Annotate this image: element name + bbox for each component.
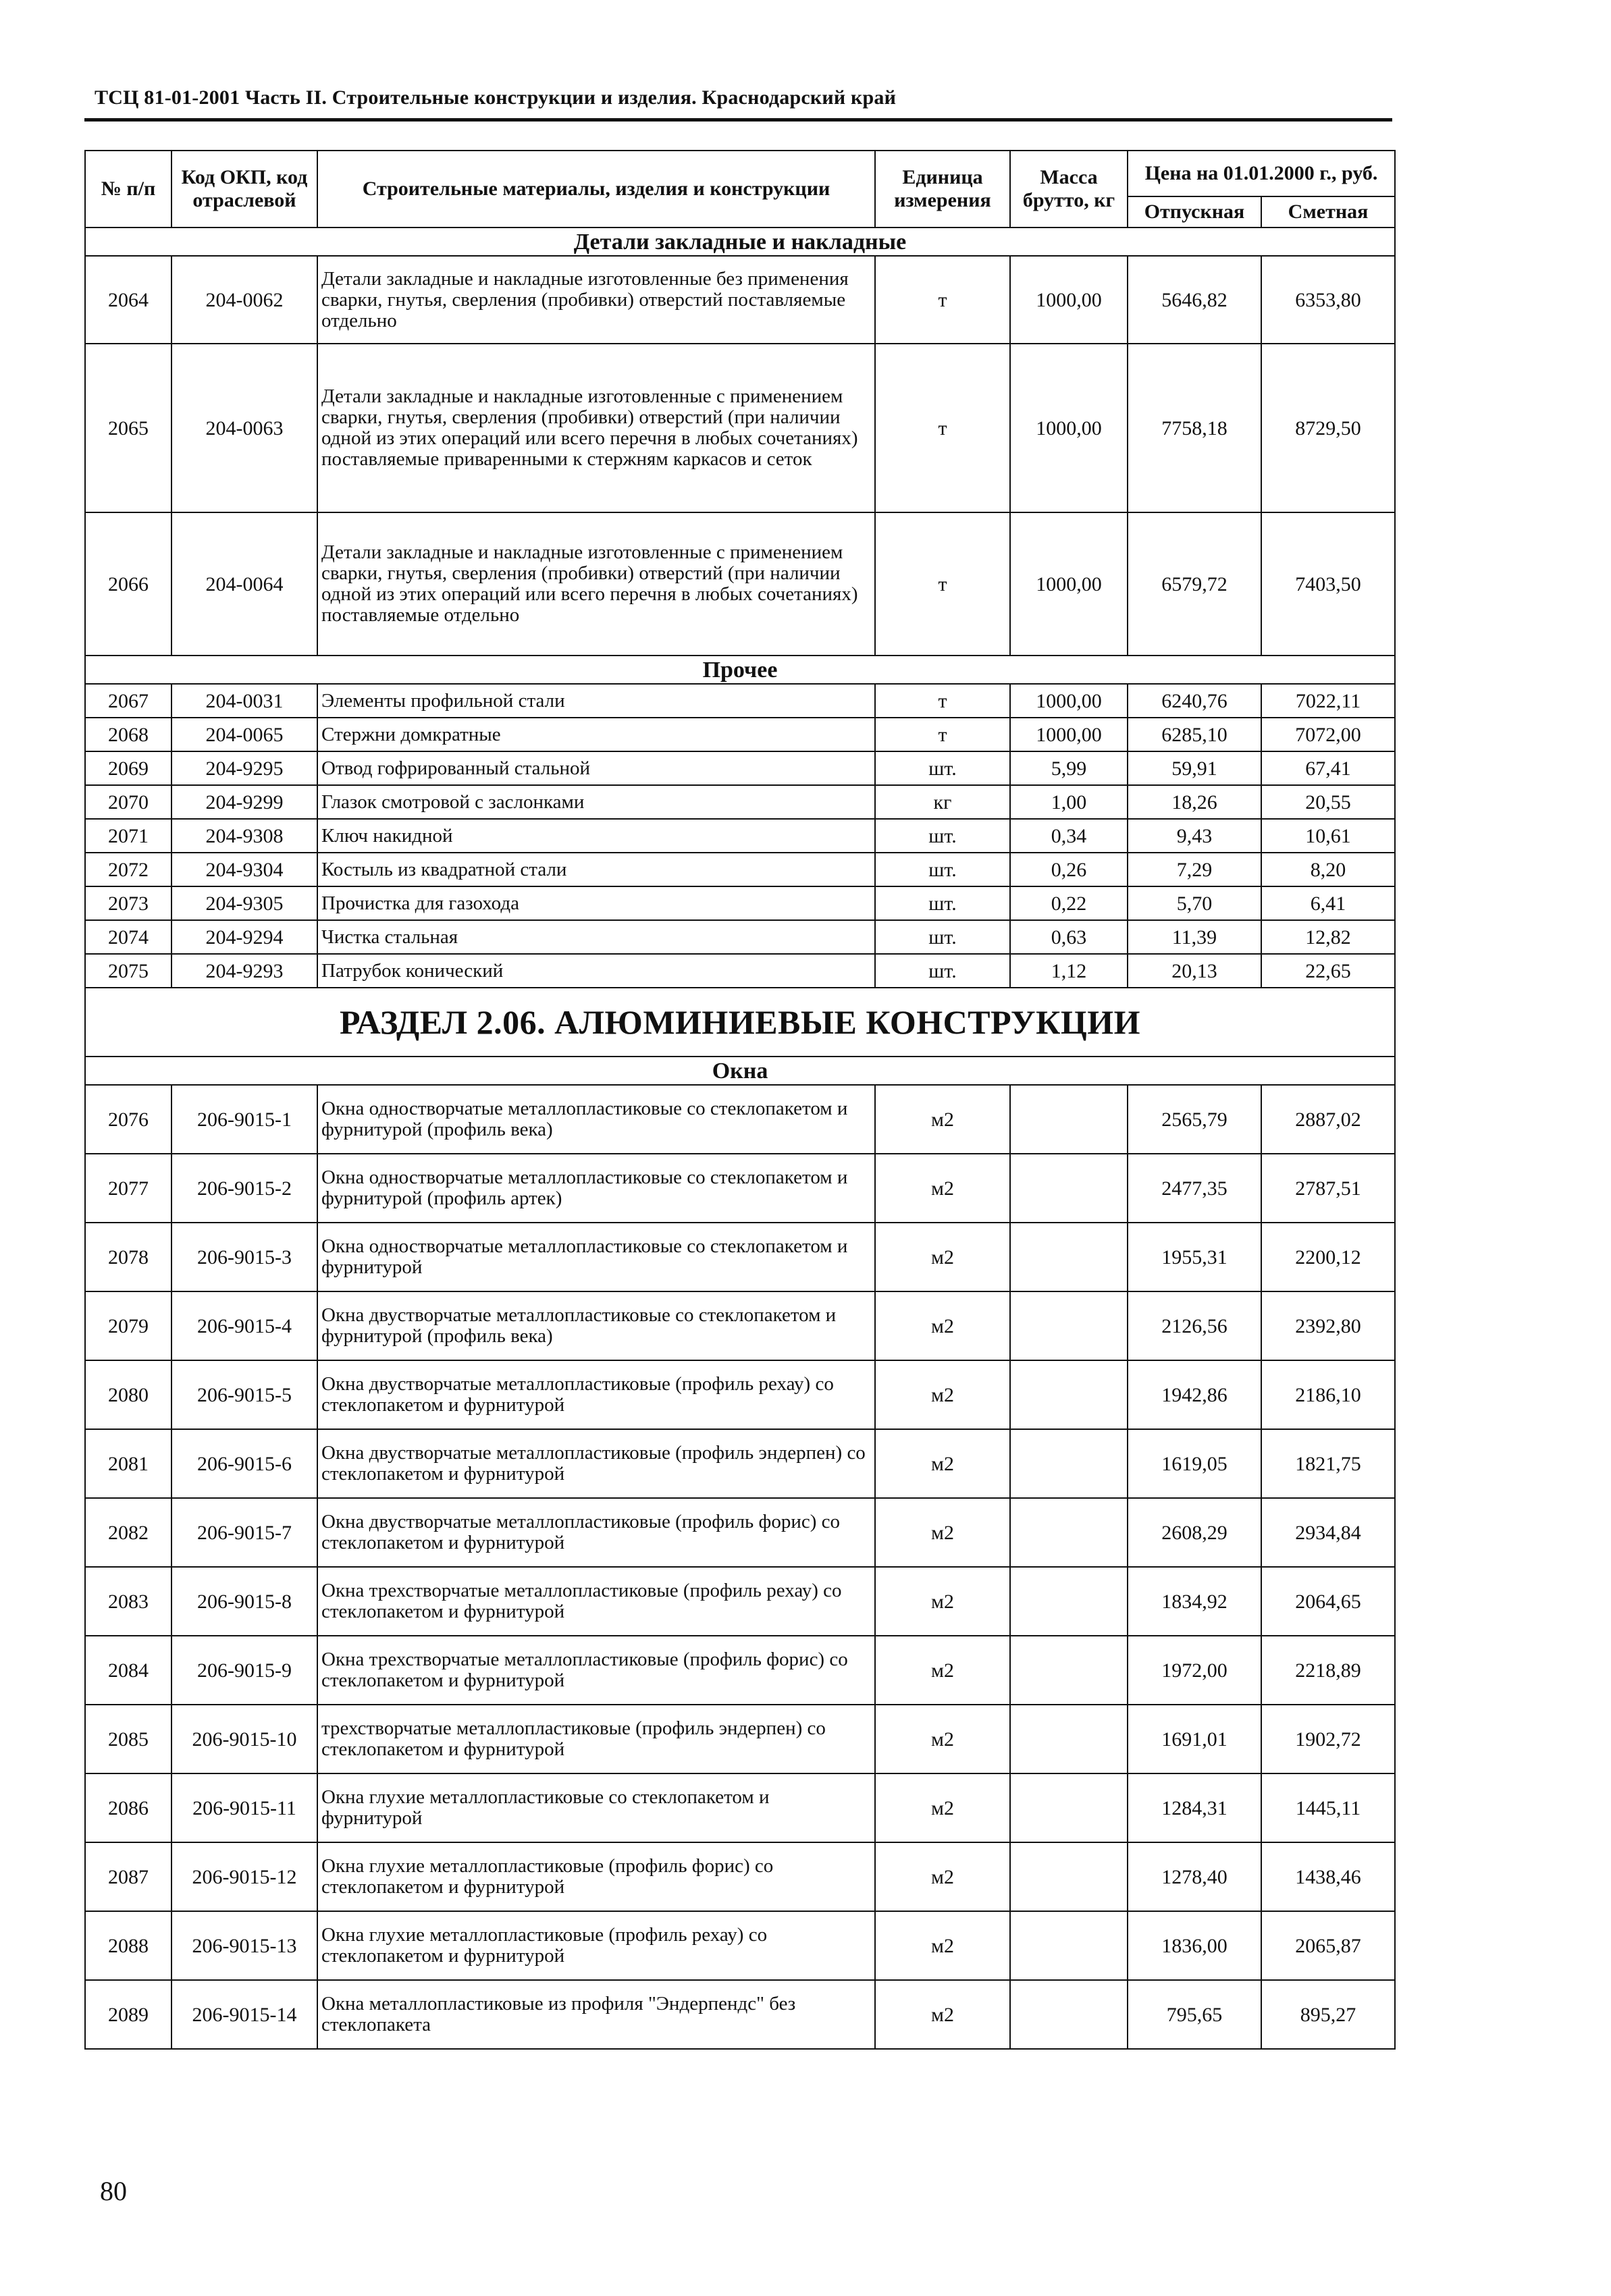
cell-name: Глазок смотровой с заслонками [317, 785, 875, 819]
table-row [85, 718, 1395, 751]
cell-unit: шт. [875, 751, 1010, 785]
cell-code: 204-0064 [171, 512, 317, 656]
cell-price-estimate: 2218,89 [1261, 1636, 1395, 1705]
section-heading [85, 228, 1395, 256]
cell-price-estimate: 67,41 [1261, 751, 1395, 785]
cell-price-estimate: 7403,50 [1261, 512, 1395, 656]
cell-num: 2077 [85, 1154, 171, 1223]
table-row [85, 1773, 1395, 1842]
cell-mass [1010, 1911, 1128, 1980]
cell-name: Окна двустворчатые металлопластиковые (профиль форис) со стеклопакетом и фурнитурой [317, 1498, 875, 1567]
cell-price-release: 2608,29 [1128, 1498, 1261, 1567]
page-number: 80 [100, 2176, 127, 2206]
header-name: Строительные материалы, изделия и конструкции [317, 151, 875, 228]
cell-price-estimate: 1902,72 [1261, 1705, 1395, 1773]
cell-unit: т [875, 512, 1010, 656]
cell-name: Окна одностворчатые металлопластиковые со стеклопакетом и фурнитурой (профиль века) [317, 1085, 875, 1154]
cell-name: Окна двустворчатые металлопластиковые (профиль эндерпен) со стеклопакетом и фурнитурой [317, 1429, 875, 1498]
cell-price-release: 2126,56 [1128, 1291, 1261, 1360]
cell-code: 204-9293 [171, 954, 317, 988]
cell-code: 206-9015-9 [171, 1636, 317, 1705]
table-row [85, 1429, 1395, 1498]
cell-code: 206-9015-11 [171, 1773, 317, 1842]
cell-unit: м2 [875, 1773, 1010, 1842]
cell-name: Окна металлопластиковые из профиля "Эндерпендс" без стеклопакета [317, 1980, 875, 2049]
table-row [85, 1498, 1395, 1567]
table-row [85, 684, 1395, 718]
cell-name: Детали закладные и накладные изготовленные с применением сварки, гнутья, сверления (пробивки) отверстий (при наличии одной из этих операций или всего перечня в любых сочетаниях) поставляемые приваренными к стержням каркасов и сеток [317, 344, 875, 512]
table-row [85, 819, 1395, 853]
table-row [85, 751, 1395, 785]
cell-price-release: 2477,35 [1128, 1154, 1261, 1223]
cell-price-release: 1834,92 [1128, 1567, 1261, 1636]
cell-unit: м2 [875, 1223, 1010, 1291]
cell-code: 206-9015-14 [171, 1980, 317, 2049]
table-row [85, 256, 1395, 344]
cell-num: 2073 [85, 886, 171, 920]
cell-unit: м2 [875, 1291, 1010, 1360]
cell-num: 2085 [85, 1705, 171, 1773]
table-row [85, 886, 1395, 920]
cell-num: 2069 [85, 751, 171, 785]
table-row [85, 1842, 1395, 1911]
cell-mass [1010, 1085, 1128, 1154]
cell-mass [1010, 1291, 1128, 1360]
table-row [85, 1636, 1395, 1705]
cell-name: трехстворчатые металлопластиковые (профиль эндерпен) со стеклопакетом и фурнитурой [317, 1705, 875, 1773]
cell-num: 2084 [85, 1636, 171, 1705]
cell-name: Окна двустворчатые металлопластиковые (профиль рехау) со стеклопакетом и фурнитурой [317, 1360, 875, 1429]
table-row [85, 1360, 1395, 1429]
cell-num: 2074 [85, 920, 171, 954]
cell-code: 206-9015-10 [171, 1705, 317, 1773]
cell-num: 2078 [85, 1223, 171, 1291]
cell-unit: м2 [875, 1154, 1010, 1223]
cell-code: 204-0031 [171, 684, 317, 718]
cell-code: 206-9015-12 [171, 1842, 317, 1911]
cell-name: Окна глухие металлопластиковые (профиль рехау) со стеклопакетом и фурнитурой [317, 1911, 875, 1980]
cell-unit: м2 [875, 1842, 1010, 1911]
cell-code: 206-9015-8 [171, 1567, 317, 1636]
cell-code: 206-9015-13 [171, 1911, 317, 1980]
cell-unit: шт. [875, 954, 1010, 988]
header-price-group: Цена на 01.01.2000 г., руб. [1128, 151, 1395, 196]
table-row [85, 1705, 1395, 1773]
cell-num: 2068 [85, 718, 171, 751]
cell-price-release: 6240,76 [1128, 684, 1261, 718]
cell-price-estimate: 2392,80 [1261, 1291, 1395, 1360]
cell-code: 204-9295 [171, 751, 317, 785]
cell-price-estimate: 2186,10 [1261, 1360, 1395, 1429]
cell-unit: шт. [875, 819, 1010, 853]
cell-mass [1010, 1498, 1128, 1567]
cell-price-release: 1942,86 [1128, 1360, 1261, 1429]
cell-num: 2089 [85, 1980, 171, 2049]
cell-name: Окна двустворчатые металлопластиковые со стеклопакетом и фурнитурой (профиль века) [317, 1291, 875, 1360]
cell-name: Окна трехстворчатые металлопластиковые (профиль форис) со стеклопакетом и фурнитурой [317, 1636, 875, 1705]
cell-code: 204-9308 [171, 819, 317, 853]
table-body [85, 228, 1395, 2049]
cell-mass [1010, 1773, 1128, 1842]
table-header [85, 151, 1395, 228]
cell-price-estimate: 1438,46 [1261, 1842, 1395, 1911]
cell-num: 2086 [85, 1773, 171, 1842]
cell-num: 2075 [85, 954, 171, 988]
cell-price-estimate: 2787,51 [1261, 1154, 1395, 1223]
cell-mass: 1,00 [1010, 785, 1128, 819]
cell-code: 206-9015-5 [171, 1360, 317, 1429]
cell-price-release: 2565,79 [1128, 1085, 1261, 1154]
price-table [84, 150, 1396, 2050]
cell-unit: м2 [875, 1911, 1010, 1980]
cell-price-estimate: 8,20 [1261, 853, 1395, 886]
cell-price-release: 6285,10 [1128, 718, 1261, 751]
cell-price-estimate: 22,65 [1261, 954, 1395, 988]
cell-mass [1010, 1360, 1128, 1429]
cell-price-estimate: 6,41 [1261, 886, 1395, 920]
cell-price-estimate: 2065,87 [1261, 1911, 1395, 1980]
chapter-heading [85, 988, 1395, 1057]
cell-price-estimate: 8729,50 [1261, 344, 1395, 512]
cell-price-estimate: 2064,65 [1261, 1567, 1395, 1636]
cell-mass: 0,63 [1010, 920, 1128, 954]
cell-name: Стержни домкратные [317, 718, 875, 751]
cell-mass: 1000,00 [1010, 512, 1128, 656]
table-row [85, 1911, 1395, 1980]
section-heading-title: Окна [85, 1057, 1395, 1085]
cell-mass: 5,99 [1010, 751, 1128, 785]
cell-num: 2064 [85, 256, 171, 344]
cell-code: 206-9015-6 [171, 1429, 317, 1498]
cell-price-release: 7,29 [1128, 853, 1261, 886]
cell-num: 2065 [85, 344, 171, 512]
cell-unit: т [875, 718, 1010, 751]
cell-price-estimate: 12,82 [1261, 920, 1395, 954]
cell-price-release: 59,91 [1128, 751, 1261, 785]
cell-mass [1010, 1567, 1128, 1636]
cell-unit: м2 [875, 1360, 1010, 1429]
cell-num: 2082 [85, 1498, 171, 1567]
cell-unit: т [875, 684, 1010, 718]
cell-num: 2079 [85, 1291, 171, 1360]
cell-price-estimate: 7022,11 [1261, 684, 1395, 718]
header-price-estimate: Сметная [1261, 196, 1395, 228]
cell-price-estimate: 20,55 [1261, 785, 1395, 819]
cell-num: 2083 [85, 1567, 171, 1636]
cell-price-estimate: 1445,11 [1261, 1773, 1395, 1842]
cell-mass [1010, 1154, 1128, 1223]
cell-num: 2088 [85, 1911, 171, 1980]
section-heading [85, 1057, 1395, 1085]
cell-price-estimate: 6353,80 [1261, 256, 1395, 344]
header-unit: Единица измерения [875, 151, 1010, 228]
cell-num: 2067 [85, 684, 171, 718]
cell-mass: 0,26 [1010, 853, 1128, 886]
cell-unit: т [875, 344, 1010, 512]
cell-price-release: 795,65 [1128, 1980, 1261, 2049]
cell-price-release: 1284,31 [1128, 1773, 1261, 1842]
cell-name: Костыль из квадратной стали [317, 853, 875, 886]
table-row [85, 853, 1395, 886]
cell-unit: м2 [875, 1567, 1010, 1636]
cell-price-release: 5646,82 [1128, 256, 1261, 344]
cell-price-release: 7758,18 [1128, 344, 1261, 512]
cell-mass: 1000,00 [1010, 718, 1128, 751]
header-num: № п/п [85, 151, 171, 228]
cell-unit: т [875, 256, 1010, 344]
cell-mass [1010, 1429, 1128, 1498]
cell-price-estimate: 2200,12 [1261, 1223, 1395, 1291]
cell-price-release: 6579,72 [1128, 512, 1261, 656]
cell-price-release: 1972,00 [1128, 1636, 1261, 1705]
section-heading [85, 656, 1395, 684]
cell-code: 206-9015-4 [171, 1291, 317, 1360]
cell-mass: 0,34 [1010, 819, 1128, 853]
cell-code: 206-9015-3 [171, 1223, 317, 1291]
table-row [85, 1567, 1395, 1636]
cell-name: Чистка стальная [317, 920, 875, 954]
table-row [85, 1085, 1395, 1154]
cell-unit: кг [875, 785, 1010, 819]
cell-code: 206-9015-7 [171, 1498, 317, 1567]
cell-num: 2072 [85, 853, 171, 886]
cell-code: 204-9294 [171, 920, 317, 954]
cell-price-estimate: 10,61 [1261, 819, 1395, 853]
cell-price-estimate: 2934,84 [1261, 1498, 1395, 1567]
header-code: Код ОКП, код отраслевой [171, 151, 317, 228]
cell-num: 2071 [85, 819, 171, 853]
table-row [85, 344, 1395, 512]
table-row [85, 1223, 1395, 1291]
cell-price-estimate: 1821,75 [1261, 1429, 1395, 1498]
section-heading-title: Детали закладные и накладные [85, 228, 1395, 256]
cell-name: Отвод гофрированный стальной [317, 751, 875, 785]
cell-code: 206-9015-2 [171, 1154, 317, 1223]
cell-name: Патрубок конический [317, 954, 875, 988]
cell-price-release: 18,26 [1128, 785, 1261, 819]
cell-price-release: 5,70 [1128, 886, 1261, 920]
cell-code: 204-0063 [171, 344, 317, 512]
cell-unit: шт. [875, 920, 1010, 954]
table-row [85, 512, 1395, 656]
cell-mass: 1000,00 [1010, 344, 1128, 512]
cell-unit: м2 [875, 1980, 1010, 2049]
cell-price-release: 1691,01 [1128, 1705, 1261, 1773]
chapter-heading-title: РАЗДЕЛ 2.06. АЛЮМИНИЕВЫЕ КОНСТРУКЦИИ [85, 988, 1395, 1057]
table-row [85, 785, 1395, 819]
cell-unit: м2 [875, 1705, 1010, 1773]
cell-name: Окна глухие металлопластиковые (профиль форис) со стеклопакетом и фурнитурой [317, 1842, 875, 1911]
cell-price-release: 1836,00 [1128, 1911, 1261, 1980]
section-heading-title: Прочее [85, 656, 1395, 684]
header-price-release: Отпускная [1128, 196, 1261, 228]
cell-price-release: 9,43 [1128, 819, 1261, 853]
header-mass: Масса брутто, кг [1010, 151, 1128, 228]
cell-num: 2066 [85, 512, 171, 656]
cell-unit: шт. [875, 886, 1010, 920]
cell-mass [1010, 1223, 1128, 1291]
table-row [85, 1980, 1395, 2049]
cell-unit: шт. [875, 853, 1010, 886]
cell-code: 204-9299 [171, 785, 317, 819]
cell-mass: 1,12 [1010, 954, 1128, 988]
cell-code: 204-0065 [171, 718, 317, 751]
cell-mass: 1000,00 [1010, 256, 1128, 344]
cell-code: 204-0062 [171, 256, 317, 344]
cell-price-release: 1619,05 [1128, 1429, 1261, 1498]
cell-price-estimate: 2887,02 [1261, 1085, 1395, 1154]
cell-code: 204-9305 [171, 886, 317, 920]
cell-num: 2080 [85, 1360, 171, 1429]
cell-num: 2070 [85, 785, 171, 819]
cell-name: Элементы профильной стали [317, 684, 875, 718]
cell-code: 206-9015-1 [171, 1085, 317, 1154]
cell-mass [1010, 1980, 1128, 2049]
header-rule [84, 118, 1392, 122]
table-row [85, 920, 1395, 954]
cell-num: 2087 [85, 1842, 171, 1911]
cell-mass [1010, 1636, 1128, 1705]
cell-unit: м2 [875, 1498, 1010, 1567]
cell-unit: м2 [875, 1429, 1010, 1498]
cell-num: 2081 [85, 1429, 171, 1498]
cell-price-estimate: 895,27 [1261, 1980, 1395, 2049]
cell-name: Прочистка для газохода [317, 886, 875, 920]
cell-price-release: 11,39 [1128, 920, 1261, 954]
cell-mass: 1000,00 [1010, 684, 1128, 718]
cell-name: Окна одностворчатые металлопластиковые со стеклопакетом и фурнитурой [317, 1223, 875, 1291]
cell-code: 204-9304 [171, 853, 317, 886]
cell-unit: м2 [875, 1636, 1010, 1705]
cell-name: Детали закладные и накладные изготовленные с применением сварки, гнутья, сверления (пробивки) отверстий (при наличии одной из этих операций или всего перечня в любых сочетаниях) поставляемые отдельно [317, 512, 875, 656]
cell-price-estimate: 7072,00 [1261, 718, 1395, 751]
table-row [85, 1291, 1395, 1360]
cell-mass [1010, 1842, 1128, 1911]
cell-num: 2076 [85, 1085, 171, 1154]
cell-name: Окна одностворчатые металлопластиковые со стеклопакетом и фурнитурой (профиль артек) [317, 1154, 875, 1223]
cell-price-release: 1278,40 [1128, 1842, 1261, 1911]
cell-mass: 0,22 [1010, 886, 1128, 920]
cell-price-release: 1955,31 [1128, 1223, 1261, 1291]
cell-name: Ключ накидной [317, 819, 875, 853]
cell-price-release: 20,13 [1128, 954, 1261, 988]
cell-name: Окна трехстворчатые металлопластиковые (профиль рехау) со стеклопакетом и фурнитурой [317, 1567, 875, 1636]
cell-mass [1010, 1705, 1128, 1773]
table-row [85, 1154, 1395, 1223]
price-table-container [84, 150, 1394, 2050]
table-row [85, 954, 1395, 988]
cell-unit: м2 [875, 1085, 1010, 1154]
cell-name: Окна глухие металлопластиковые со стеклопакетом и фурнитурой [317, 1773, 875, 1842]
page-header: ТСЦ 81-01-2001 Часть II. Строительные конструкции и изделия. Краснодарский край [95, 86, 897, 109]
cell-name: Детали закладные и накладные изготовленные без применения сварки, гнутья, сверления (пробивки) отверстий поставляемые отдельно [317, 256, 875, 344]
